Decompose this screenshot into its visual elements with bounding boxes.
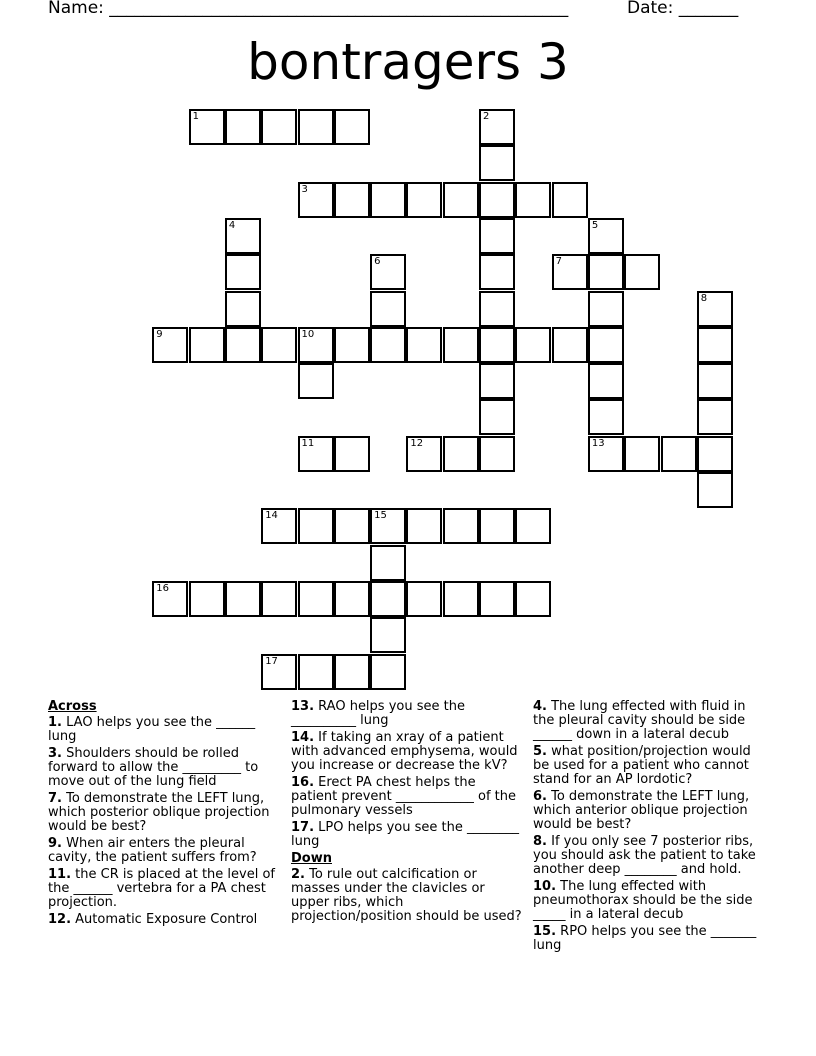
grid-cell[interactable] [697,436,733,472]
grid-cell[interactable] [406,508,442,544]
grid-cell[interactable] [697,472,733,508]
grid-cell[interactable] [298,654,334,690]
clue-item [291,731,523,773]
grid-cell[interactable] [370,654,406,690]
grid-cell[interactable] [515,508,551,544]
cell-number: 17 [265,655,278,667]
cell-number: 8 [700,292,708,304]
clue-text: Shoulders should be rolled forward to allow the _________ to move out of the lung field [48,746,259,789]
grid-cell[interactable] [697,363,733,399]
clue-item [48,716,280,744]
clue-number: 3. [48,746,62,761]
grid-cell[interactable] [298,581,334,617]
clue-text: RAO helps you see the __________ lung [291,699,465,728]
grid-cell[interactable] [225,291,261,327]
clue-number: 14. [291,730,315,745]
grid-cell[interactable] [334,508,370,544]
clue-item [533,925,765,953]
grid-cell[interactable] [370,182,406,218]
cell-number: 9 [156,328,163,340]
clue-text: Automatic Exposure Control [71,912,258,927]
grid-cell[interactable] [624,436,660,472]
grid-cell[interactable] [370,545,406,581]
grid-cell[interactable] [189,581,225,617]
grid-cell[interactable] [443,182,479,218]
cell-number: 5 [591,219,599,231]
clue-text: The lung effected with pneumothorax should be the side _____ in a lateral decub [533,879,753,922]
grid-cell[interactable] [588,399,624,435]
cell-number: 12 [410,437,424,449]
grid-cell[interactable] [298,109,334,145]
clue-item [291,821,523,849]
clue-number: 13. [291,699,315,714]
grid-cell[interactable] [334,182,370,218]
clue-item [291,868,523,924]
grid-cell[interactable] [225,218,261,254]
grid-cell[interactable] [370,581,406,617]
down-heading: Down [291,851,332,866]
grid-cell[interactable] [370,254,406,290]
clue-number: 9. [48,836,62,851]
grid-cell[interactable] [225,327,261,363]
clue-number: 12. [48,912,72,927]
clue-text: the CR is placed at the level of the ______ vertebra for a PA chest projection. [48,867,275,910]
grid-cell[interactable] [697,291,733,327]
grid-cell[interactable] [443,436,479,472]
grid-cell[interactable] [588,218,624,254]
clue-number: 2. [291,867,305,882]
clue-number: 4. [533,699,547,714]
clue-item [291,700,523,728]
grid-cell[interactable] [661,436,697,472]
grid-cell[interactable] [261,508,297,544]
grid-cell[interactable] [370,508,406,544]
clue-number: 10. [533,879,557,894]
grid-cell[interactable] [298,436,334,472]
grid-cell[interactable] [479,145,515,181]
clue-text: If taking an xray of a patient with advanced emphysema, would you increase or decrease the kV? [291,730,518,773]
grid-cell[interactable] [334,581,370,617]
grid-cell[interactable] [624,254,660,290]
clue-item [533,700,765,742]
grid-cell[interactable] [588,254,624,290]
grid-cell[interactable] [334,109,370,145]
grid-cell[interactable] [479,254,515,290]
clue-number: 16. [291,775,315,790]
cell-number: 1 [192,111,199,122]
clues-column-1 [48,700,280,930]
grid-cell[interactable] [152,581,188,617]
grid-cell[interactable] [298,363,334,399]
across-heading: Across [48,699,97,714]
grid-cell[interactable] [479,436,515,472]
grid-cell[interactable] [334,327,370,363]
clue-item [533,835,765,877]
grid-cell[interactable] [225,254,261,290]
grid-cell[interactable] [515,581,551,617]
cell-number: 14 [265,510,278,522]
grid-cell[interactable] [406,581,442,617]
grid-cell[interactable] [334,436,370,472]
grid-cell[interactable] [479,508,515,544]
clue-item [48,913,280,927]
grid-cell[interactable] [225,109,261,145]
clue-number: 6. [533,789,547,804]
clue-item [48,792,280,834]
clue-text: To demonstrate the LEFT lung, which posterior oblique projection would be best? [48,791,270,834]
clue-item [291,776,523,818]
clue-item [533,790,765,832]
grid-cell[interactable] [298,327,334,363]
grid-cell[interactable] [261,581,297,617]
clue-number: 5. [533,744,547,759]
grid-cell[interactable] [515,327,551,363]
clue-text: what position/projection would be used for a patient who cannot stand for an AP lordotic? [533,744,751,787]
grid-cell[interactable] [443,327,479,363]
clues-column-2 [291,700,523,927]
grid-cell[interactable] [298,182,334,218]
clues-column-3 [533,700,765,956]
grid-cell[interactable] [479,109,515,145]
clue-number: 17. [291,820,315,835]
grid-cell[interactable] [479,581,515,617]
cell-number: 11 [301,437,315,449]
grid-cell[interactable] [552,254,588,290]
grid-cell[interactable] [370,617,406,653]
clue-text: To rule out calcification or masses under the clavicles or upper ribs, which projection/position should be used? [291,867,522,924]
clue-text: LAO helps you see the ______ lung [48,715,256,744]
grid-cell[interactable] [189,327,225,363]
grid-cell[interactable] [443,581,479,617]
cell-number: 10 [301,328,315,340]
clue-item [533,745,765,787]
grid-cell[interactable] [479,363,515,399]
clue-number: 11. [48,867,72,882]
clue-item [48,837,280,865]
clue-text: The lung effected with fluid in the pleural cavity should be side ______ down in a lateral decub [533,699,746,742]
grid-cell[interactable] [552,327,588,363]
cell-number: 3 [301,183,308,195]
grid-cell[interactable] [152,327,188,363]
grid-cell[interactable] [261,327,297,363]
date-field: Date: _______ [627,0,739,18]
clue-text: To demonstrate the LEFT lung, which anterior oblique projection would be best? [533,789,750,832]
grid-cell[interactable] [479,182,515,218]
clue-item [48,868,280,910]
clue-number: 1. [48,715,62,730]
name-field: Name: ______________________________________________________ [48,0,569,18]
clue-text: If you only see 7 posterior ribs, you should ask the patient to take another deep ________ and hold. [533,834,756,877]
grid-cell[interactable] [588,291,624,327]
grid-cell[interactable] [588,436,624,472]
clue-number: 15. [533,924,557,939]
grid-cell[interactable] [261,654,297,690]
grid-cell[interactable] [370,291,406,327]
grid-cell[interactable] [225,581,261,617]
grid-cell[interactable] [406,182,442,218]
clue-item [533,880,765,922]
cell-number: 6 [374,256,381,268]
clue-text: LPO helps you see the ________ lung [291,820,520,849]
grid-cell[interactable] [479,327,515,363]
clue-text: When air enters the pleural cavity, the patient suffers from? [48,836,257,865]
cell-number: 16 [156,582,170,594]
grid-cell[interactable] [370,327,406,363]
clue-item [48,747,280,789]
grid-cell[interactable] [588,363,624,399]
grid-cell[interactable] [479,399,515,435]
grid-cell[interactable] [334,654,370,690]
grid-cell[interactable] [443,508,479,544]
grid-cell[interactable] [406,327,442,363]
grid-cell[interactable] [552,182,588,218]
grid-cell[interactable] [479,218,515,254]
grid-cell[interactable] [588,327,624,363]
cell-number: 15 [374,510,387,522]
grid-cell[interactable] [515,182,551,218]
clue-number: 8. [533,834,547,849]
grid-cell[interactable] [697,399,733,435]
cell-number: 13 [591,437,605,449]
grid-cell[interactable] [261,109,297,145]
clue-text: Erect PA chest helps the patient prevent ____________ of the pulmonary vessels [291,775,516,818]
cell-number: 7 [555,256,562,268]
clue-number: 7. [48,791,62,806]
grid-cell[interactable] [298,508,334,544]
grid-cell[interactable] [406,436,442,472]
cell-number: 4 [228,219,236,231]
grid-cell[interactable] [697,327,733,363]
grid-cell[interactable] [189,109,225,145]
grid-cell[interactable] [479,291,515,327]
cell-number: 2 [483,111,490,122]
clue-text: RPO helps you see the _______ lung [533,924,757,953]
puzzle-title: bontragers 3 [247,33,569,91]
